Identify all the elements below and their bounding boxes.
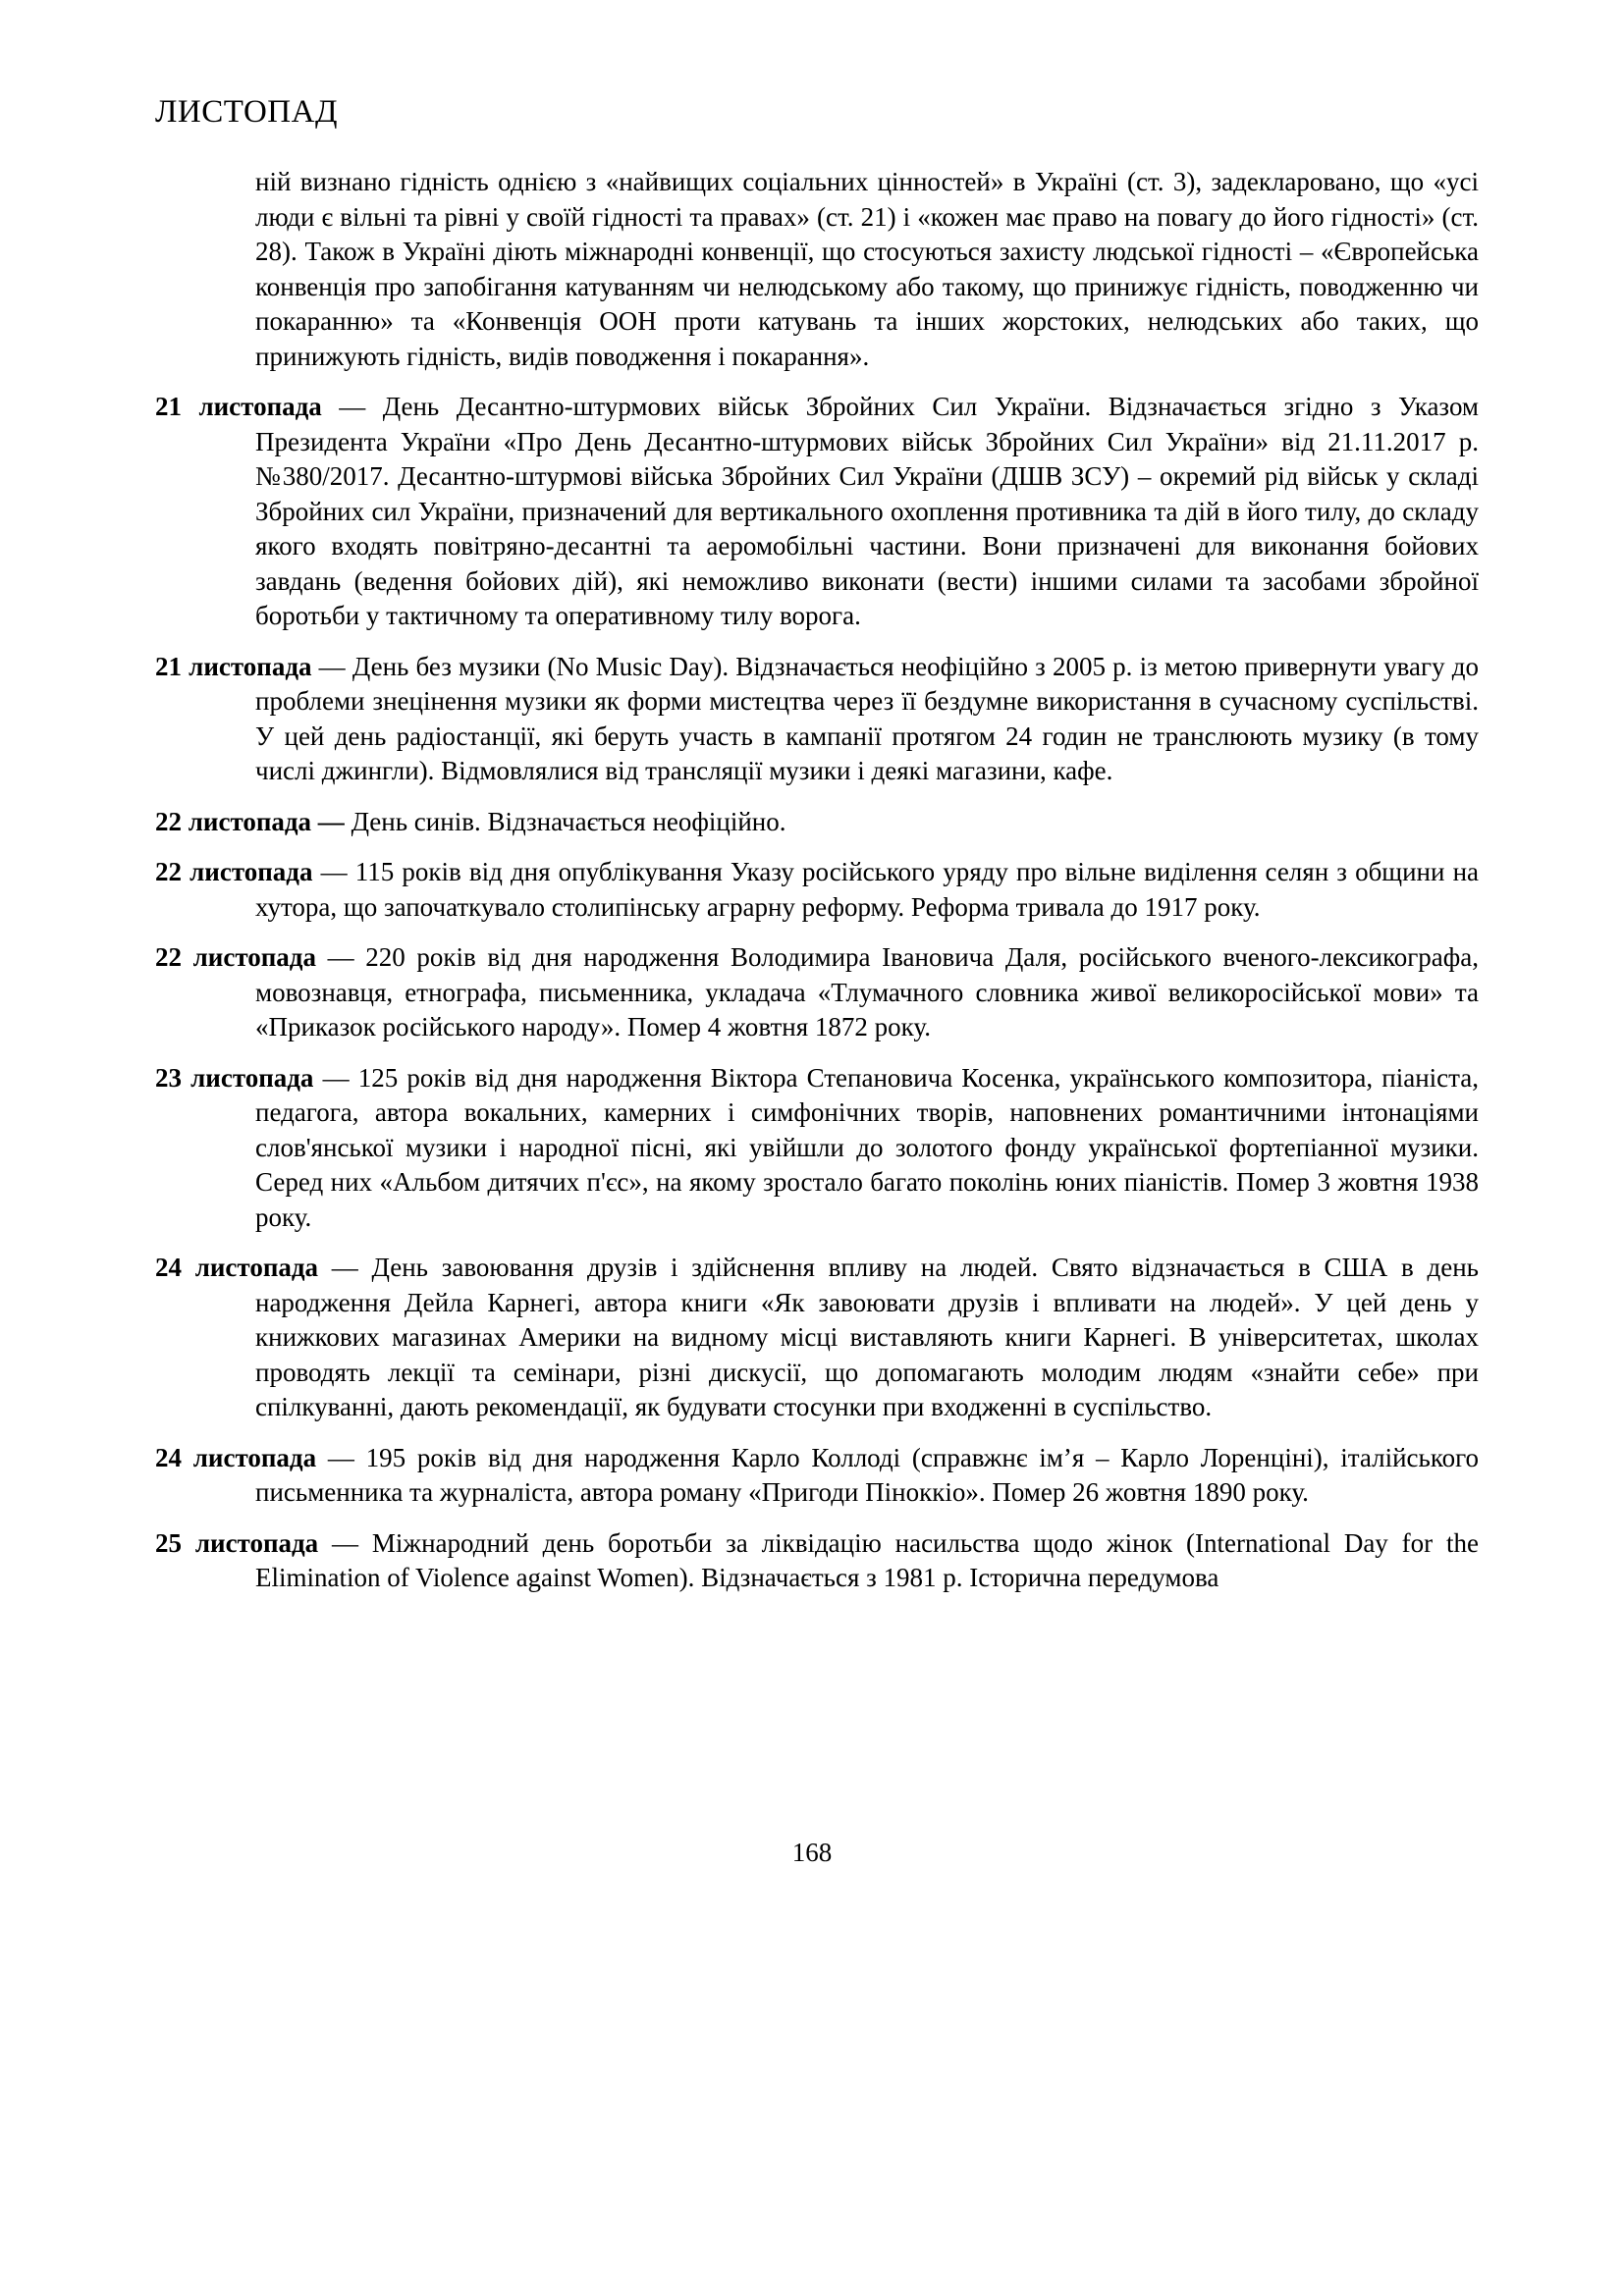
entry-paragraph	[155, 650, 1479, 789]
entry-text: — День без музики (No Music Day). Відзначається неофіційно з 2005 р. із метою привернути увагу до проблеми знецінення музики як форми мистецтва через її бездумне використання в сучасному суспільстві. У цей день радіостанції, які беруть участь в кампанії протягом 24 годин не транслюють музику (в тому числі джингли). Відмовлялися від трансляції музики і деякі магазини, кафе.	[255, 651, 1480, 785]
entry-paragraph	[155, 1526, 1479, 1596]
entry-date: 22 листопада	[155, 942, 316, 972]
page-header-title: ЛИСТОПАД	[155, 94, 338, 130]
entry-date: 23 листопада	[155, 1062, 314, 1093]
entry-text: День синів. Відзначається неофіційно.	[344, 806, 786, 836]
entry-date: 24 листопада	[155, 1253, 319, 1282]
entry-paragraph	[155, 1251, 1479, 1425]
continuation-paragraph: ній визнано гідність однією з «найвищих соціальних цінностей» в Україні (ст. 3), задекларовано, що «усі люди є вільні та рівні у своїй гідності та правах» (ст. 21) і «кожен має право на повагу до його гідності» (ст. 28). Також в Україні діють міжнародні конвенції, що стосуються захисту людської гідності – «Європейська конвенція про запобігання катуванням чи нелюдському або такому, що принижує гідність, поводженню чи покаранню» та «Конвенція ООН проти катувань та інших жорстоких, нелюдських або таких, що принижують гідність, видів поводження і покарання».	[255, 167, 1479, 371]
entry-paragraph	[155, 1061, 1479, 1236]
page-content	[155, 165, 1479, 1612]
entry-date: 22 листопада —	[155, 806, 345, 836]
entry-text: — День завоювання друзів і здійснення впливу на людей. Свято відзначається в США в день народження Дейла Карнегі, автора книги «Як завоювати друзів і впливати на людей». У цей день у книжкових магазинах Америки на видному місці виставляють книги Карнегі. В університетах, школах проводять лекції та семінари, різні дискусії, що допомагають молодим людям «знайти себе» при спілкуванні, дають рекомендації, як будувати стосунки при входженні в суспільство.	[255, 1253, 1479, 1421]
entry-paragraph	[155, 390, 1479, 634]
entry-date: 21 листопада	[155, 651, 312, 681]
entry-date: 22 листопада	[155, 857, 313, 886]
entry-paragraph	[155, 940, 1479, 1045]
entry-text: — Міжнародний день боротьби за ліквідацію насильства щодо жінок (International Day for the Elimination of Violence against Women). Відзначається з 1981 р. Історична передумова	[255, 1527, 1480, 1592]
entry-paragraph	[155, 805, 1479, 840]
entry-date: 25 листопада	[155, 1527, 319, 1558]
entry-text: — 115 років від дня опублікування Указу російського уряду про вільне виділення селян з общини на хутора, що започаткувало столипінську аграрну реформу. Реформа тривала до 1917 року.	[255, 857, 1480, 922]
page-number: 168	[791, 1838, 833, 1867]
entry-text: — 220 років від дня народження Володимира Івановича Даля, російського вченого-лексикографа, мовознавця, етнографа, письменника, укладача «Тлумачного словника живої великоросійської мови» та «Приказок російського народу». Помер 4 жовтня 1872 року.	[255, 942, 1480, 1041]
entry-paragraph	[155, 855, 1479, 925]
entry-text: — День Десантно-штурмових військ Збройних Сил України. Відзначається згідно з Указом Президента України «Про День Десантно-штурмових військ Збройних Сил України» від 21.11.2017 р. №380/2017. Десантно-штурмові війська Збройних Сил України (ДШВ ЗСУ) – окремий рід військ у складі Збройних сил України, призначений для вертикального охоплення противника та дій в його тилу, до складу якого входять повітряно-десантні та аеромобільні частини. Вони призначені для виконання бойових завдань (ведення бойових дій), які неможливо виконати (вести) іншими силами та засобами збройної боротьби у тактичному та оперативному тилу ворога.	[255, 392, 1480, 630]
entry-date: 21 листопада	[155, 392, 322, 421]
entry-date: 24 листопада	[155, 1442, 317, 1472]
entry-text: — 125 років від дня народження Віктора Степановича Косенка, українського композитора, піаніста, педагога, автора вокальних, камерних і симфонічних творів, наповнених романтичними інтонаціями слов'янської музики і народної пісні, які увійшли до золотого фонду української фортепіанної музики. Серед них «Альбом дитячих п'єс», на якому зростало багато поколінь юних піаністів. Помер 3 жовтня 1938 року.	[255, 1062, 1479, 1232]
entry-text: — 195 років від дня народження Карло Коллоді (справжнє ім’я – Карло Лоренціні), італійського письменника та журналіста, автора роману «Пригоди Піноккіо». Помер 26 жовтня 1890 року.	[255, 1442, 1479, 1507]
entry-paragraph	[155, 1441, 1479, 1511]
